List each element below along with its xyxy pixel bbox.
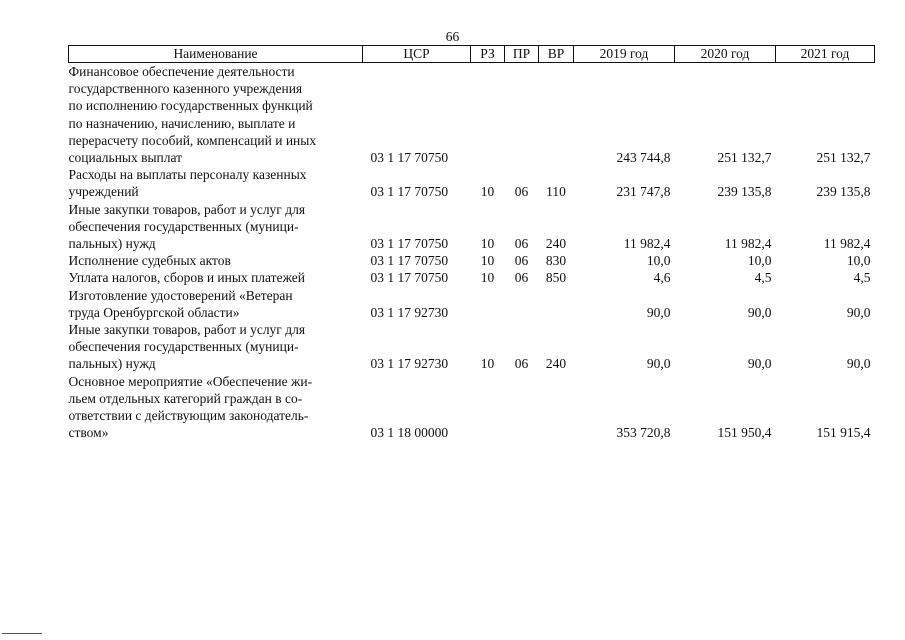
row-name [69,373,363,442]
row-rz: 10 [480,270,495,286]
row-2019: 231 747,8 [616,184,671,200]
header-2020: 2020 год [675,46,776,63]
row-2021: 4,5 [853,270,871,286]
row-2020: 90,0 [747,304,772,320]
row-pr: 06 [514,356,529,372]
row-2020: 251 132,7 [717,150,772,166]
row-name-line: пальных) нужд [68,356,156,372]
table-row [69,63,875,167]
table-row [69,321,875,373]
header-row [69,46,875,63]
row-vr: 830 [545,253,567,269]
row-2019: 11 982,4 [623,236,671,252]
row-name [69,166,363,200]
row-vr: 240 [545,236,567,252]
row-pr: 06 [514,270,529,286]
row-2020: 151 950,4 [717,425,772,441]
header-csr: ЦСР [363,46,471,63]
row-name-line: Финансовое обеспечение деятельности [68,64,295,79]
row-2021: 90,0 [846,304,871,320]
corner-mark [2,633,42,634]
row-pr [505,63,539,167]
row-name-line: перерасчету пособий, компенсаций и иных [68,132,317,148]
row-csr: 03 1 17 70750 [370,236,449,252]
row-vr: 110 [546,184,566,200]
page-number: 66 [445,29,460,44]
table-row [69,166,875,200]
table-row [69,269,875,286]
table-row [69,201,875,253]
row-pr [505,373,539,442]
table-row [69,252,875,269]
header-vr: ВР [539,46,574,63]
table-header [69,46,875,63]
row-rz [471,287,505,321]
row-pr: 06 [514,236,529,252]
row-rz: 10 [480,184,495,200]
row-rz [471,373,505,442]
row-name-line: учреждений [68,184,139,200]
row-name-line: пальных) нужд [68,236,156,252]
row-name-line: ством» [68,425,109,441]
row-2019: 4,6 [653,270,671,286]
row-csr: 03 1 17 92730 [370,356,449,372]
row-name-line: по назначению, начислению, выплате и [68,115,296,131]
row-2021: 90,0 [846,356,871,372]
row-name-line: труда Оренбургской области» [68,304,240,320]
row-name [69,252,363,269]
row-2020: 4,5 [754,270,772,286]
row-name [69,201,363,253]
row-csr: 03 1 18 00000 [370,425,449,441]
row-2020: 90,0 [747,356,772,372]
row-rz: 10 [480,253,495,269]
row-name-line: обеспечения государственных (муници- [68,218,299,234]
header-rz: РЗ [471,46,505,63]
row-2019: 90,0 [646,356,671,372]
row-rz: 10 [480,236,495,252]
row-name [69,321,363,373]
row-name-line: льем отдельных категорий граждан в со- [68,390,303,406]
row-name-line: Исполнение судебных актов [68,253,231,269]
row-name-line: Изготовление удостоверений «Ветеран [68,287,293,303]
header-name: Наименование [69,46,363,63]
row-2021: 251 132,7 [816,150,871,166]
row-pr [505,287,539,321]
row-name-line: Расходы на выплаты персоналу казенных [68,167,307,183]
row-name-line: государственного казенного учреждения [68,81,303,97]
table-body [69,63,875,442]
row-pr: 06 [514,184,529,200]
row-csr: 03 1 17 70750 [370,184,449,200]
row-vr [539,63,574,167]
table-row [69,287,875,321]
row-2020: 11 982,4 [724,236,772,252]
row-name-line: социальных выплат [68,150,183,166]
header-pr: ПР [505,46,539,63]
row-name-line: Иные закупки товаров, работ и услуг для [68,201,306,217]
row-2021: 151 915,4 [816,425,871,441]
budget-table [68,45,875,441]
row-2020: 10,0 [747,253,772,269]
row-vr: 240 [545,356,567,372]
row-2019: 243 744,8 [616,150,671,166]
row-csr: 03 1 17 70750 [370,270,449,286]
header-2021: 2021 год [776,46,875,63]
row-name-line: обеспечения государственных (муници- [68,339,299,355]
row-rz: 10 [480,356,495,372]
row-name-line: Основное мероприятие «Обеспечение жи- [68,373,313,389]
row-vr [539,373,574,442]
row-name [69,287,363,321]
row-2019: 10,0 [646,253,671,269]
row-2021: 239 135,8 [816,184,871,200]
row-csr: 03 1 17 70750 [370,150,449,166]
row-name-line: ответствии с действующим законодатель- [68,408,309,424]
row-name [69,269,363,286]
header-2019: 2019 год [574,46,675,63]
row-2019: 90,0 [646,304,671,320]
row-rz [471,63,505,167]
row-2021: 11 982,4 [823,236,871,252]
row-2019: 353 720,8 [616,425,671,441]
row-vr: 850 [545,270,567,286]
row-name-line: по исполнению государственных функций [68,98,313,114]
row-vr [539,287,574,321]
row-name-line: Иные закупки товаров, работ и услуг для [68,322,306,338]
row-pr: 06 [514,253,529,269]
row-name-line: Уплата налогов, сборов и иных платежей [68,270,305,286]
row-2020: 239 135,8 [717,184,772,200]
row-2021: 10,0 [846,253,871,269]
row-csr: 03 1 17 70750 [370,253,449,269]
table-row [69,373,875,442]
row-csr: 03 1 17 92730 [370,304,449,320]
row-name [69,63,363,167]
